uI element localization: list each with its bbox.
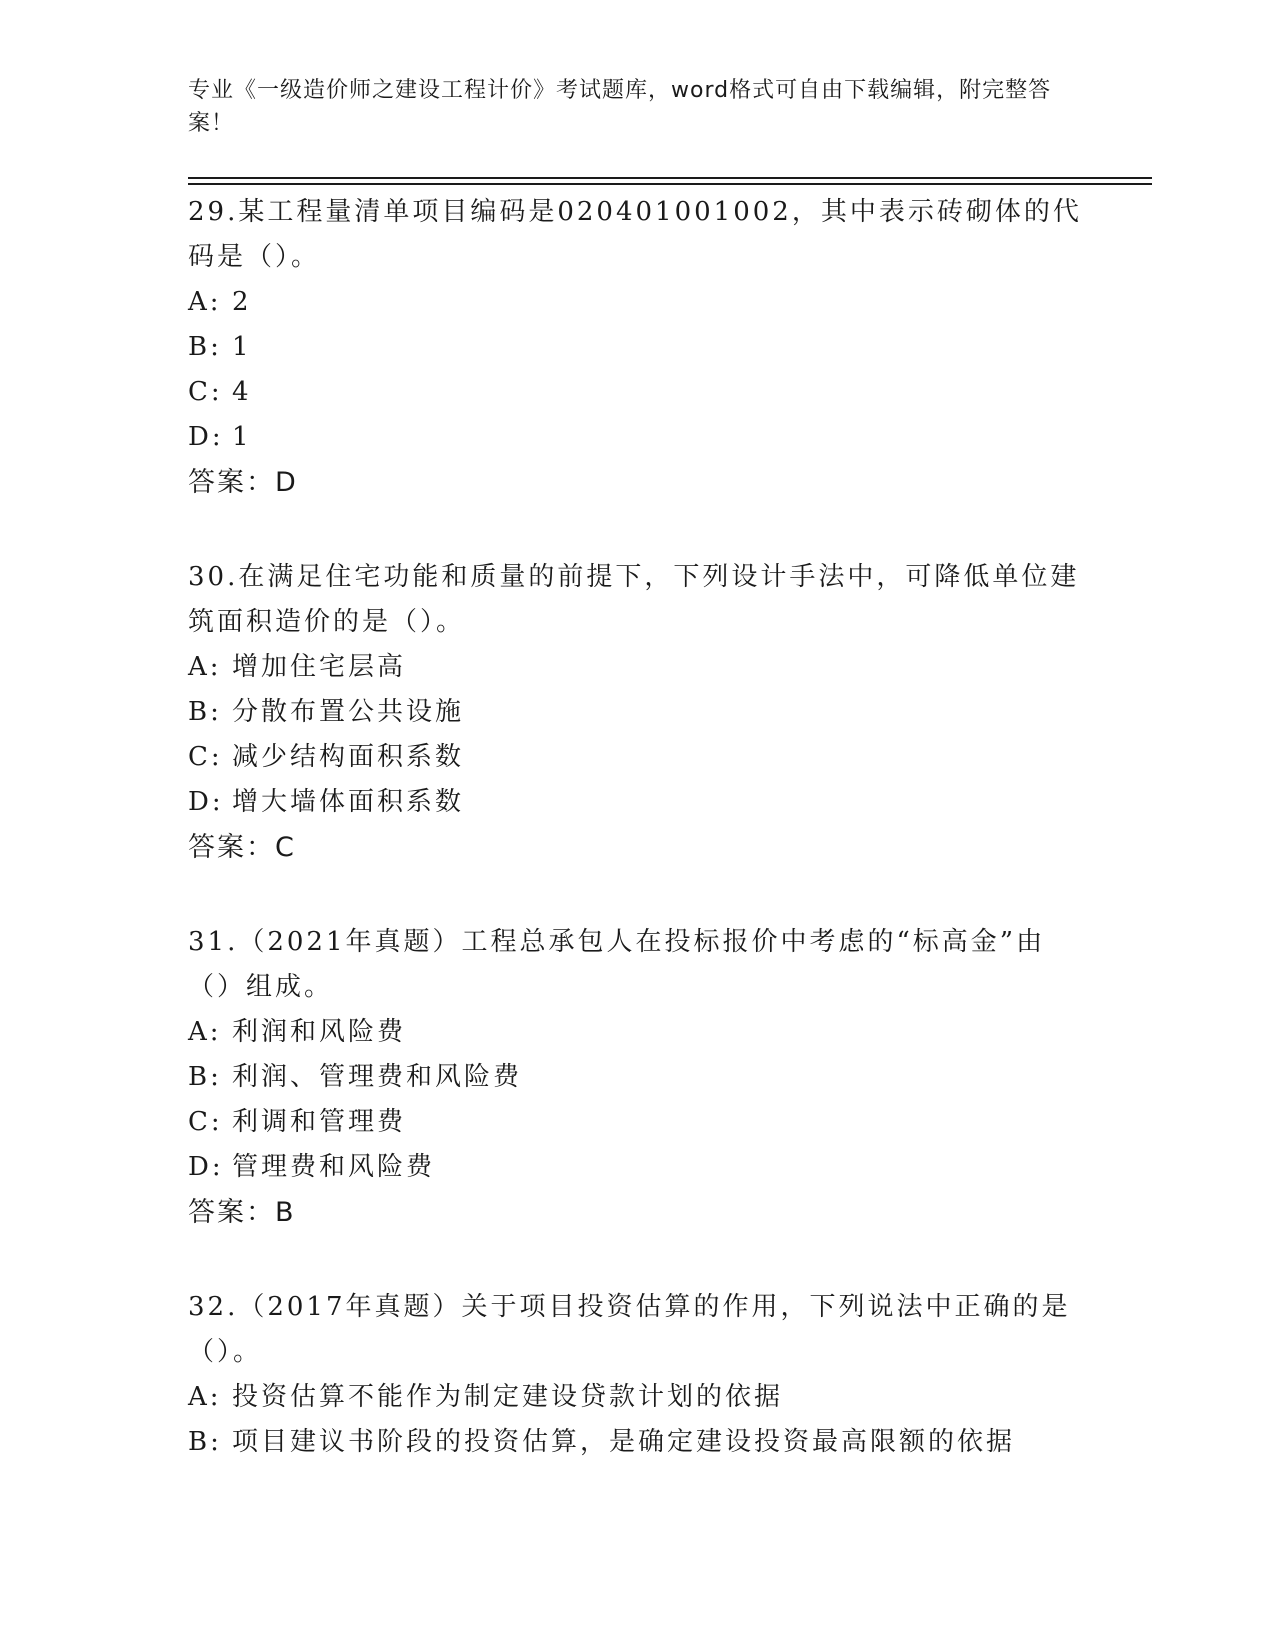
option-key: B: bbox=[188, 1062, 222, 1092]
option-key: B: bbox=[188, 332, 222, 362]
option-text: 投资估算不能作为制定建设贷款计划的依据 bbox=[232, 1382, 784, 1412]
option-key: B: bbox=[188, 697, 222, 727]
question-stem: 30.在满足住宅功能和质量的前提下，下列设计手法中，可降低单位建筑面积造价的是（）。 bbox=[188, 562, 1080, 637]
option-text: 1 bbox=[232, 332, 252, 362]
option-c bbox=[188, 1100, 1088, 1145]
question-stem: 32.（2017年真题）关于项目投资估算的作用，下列说法中正确的是（）。 bbox=[188, 1292, 1071, 1367]
option-text: 分散布置公共设施 bbox=[232, 697, 465, 727]
option-text: 管理费和风险费 bbox=[232, 1152, 436, 1182]
question-31 bbox=[188, 920, 1088, 1235]
option-b bbox=[188, 690, 1088, 735]
option-text: 增加住宅层高 bbox=[232, 652, 407, 682]
option-b bbox=[188, 325, 1088, 370]
option-a bbox=[188, 645, 1088, 690]
answer-line: 答案：D bbox=[188, 467, 298, 498]
option-text: 项目建议书阶段的投资估算，是确定建设投资最高限额的依据 bbox=[232, 1427, 1016, 1457]
option-key: B: bbox=[188, 1427, 222, 1457]
option-text: 增大墙体面积系数 bbox=[232, 787, 465, 817]
option-a bbox=[188, 1010, 1088, 1055]
answer-line: 答案：C bbox=[188, 832, 296, 863]
option-key: A: bbox=[188, 287, 222, 317]
question-29 bbox=[188, 190, 1088, 505]
answer-line: 答案：B bbox=[188, 1197, 296, 1228]
option-d bbox=[188, 415, 1088, 460]
option-key: A: bbox=[188, 652, 222, 682]
option-text: 利润和风险费 bbox=[232, 1017, 407, 1047]
option-a bbox=[188, 1375, 1088, 1420]
option-key: D: bbox=[188, 422, 224, 452]
header-divider-top bbox=[188, 177, 1152, 179]
option-d bbox=[188, 1145, 1088, 1190]
option-text: 1 bbox=[232, 422, 252, 452]
option-key: C: bbox=[188, 377, 223, 407]
option-key: D: bbox=[188, 1152, 224, 1182]
question-list bbox=[188, 190, 1088, 1515]
option-d bbox=[188, 780, 1088, 825]
option-a bbox=[188, 280, 1088, 325]
question-stem: 31.（2021年真题）工程总承包人在投标报价中考虑的“标高金”由（）组成。 bbox=[188, 927, 1046, 1002]
header-divider-bottom bbox=[188, 183, 1152, 185]
option-b bbox=[188, 1055, 1088, 1100]
option-text: 减少结构面积系数 bbox=[232, 742, 465, 772]
question-stem: 29.某工程量清单项目编码是020401001002，其中表示砖砌体的代码是（）。 bbox=[188, 197, 1082, 272]
document-header: 专业《一级造价师之建设工程计价》考试题库，word格式可自由下载编辑，附完整答案！ bbox=[188, 78, 1052, 136]
question-30 bbox=[188, 555, 1088, 870]
option-b bbox=[188, 1420, 1088, 1465]
option-key: D: bbox=[188, 787, 224, 817]
option-key: C: bbox=[188, 742, 223, 772]
option-key: A: bbox=[188, 1382, 222, 1412]
option-c bbox=[188, 370, 1088, 415]
option-text: 4 bbox=[232, 377, 252, 407]
option-text: 利调和管理费 bbox=[232, 1107, 407, 1137]
option-text: 2 bbox=[232, 287, 252, 317]
option-text: 利润、管理费和风险费 bbox=[232, 1062, 523, 1092]
option-key: C: bbox=[188, 1107, 223, 1137]
option-c bbox=[188, 735, 1088, 780]
option-key: A: bbox=[188, 1017, 222, 1047]
question-32 bbox=[188, 1285, 1088, 1465]
